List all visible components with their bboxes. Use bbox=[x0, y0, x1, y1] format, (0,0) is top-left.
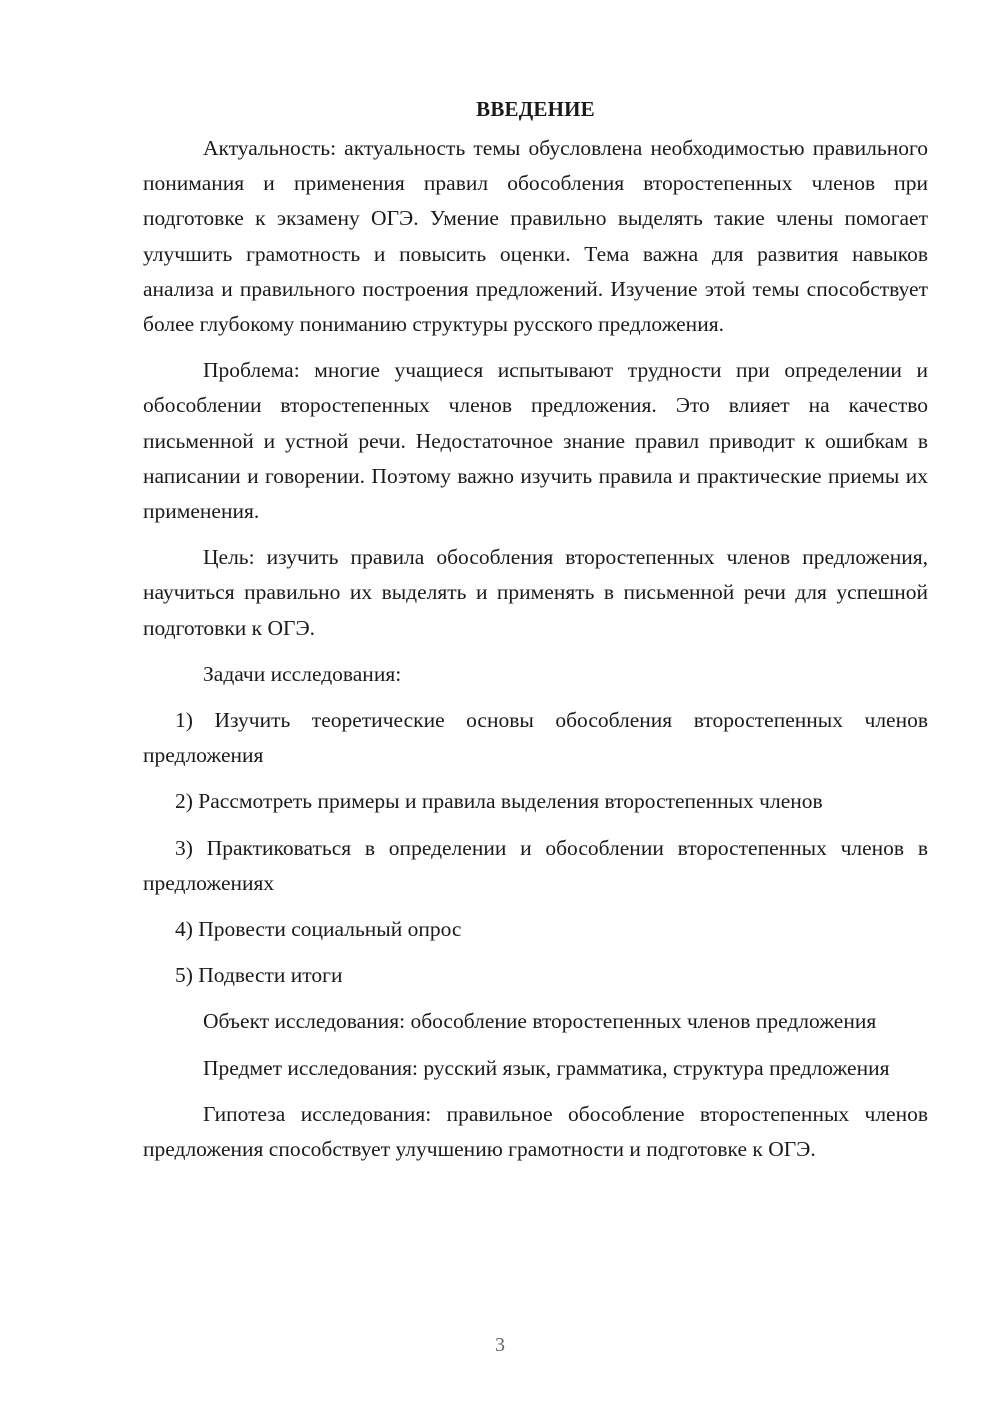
document-page bbox=[143, 92, 928, 1178]
task-item-1: 1) Изучить теоретические основы обособления второстепенных членов предложения bbox=[143, 708, 928, 768]
paragraph-goal: Цель: изучить правила обособления второстепенных членов предложения, научиться правильно их выделять и применять в письменной речи для успешной подготовки к ОГЭ. bbox=[143, 545, 928, 640]
page-number: 3 bbox=[495, 1334, 505, 1356]
task-item-4: 4) Провести социальный опрос bbox=[175, 917, 462, 942]
paragraph-problem: Проблема: многие учащиеся испытывают трудности при определении и обособлении второстепенных членов предложения. Это влияет на качество письменной и устной речи. Недостаточное знание правил приводит к ошибкам в написании и говорении. Поэтому важно изучить правила и практические приемы их применения. bbox=[143, 358, 928, 524]
paragraph-subject: Предмет исследования: русский язык, грамматика, структура предложения bbox=[203, 1055, 890, 1080]
task-item-5: 5) Подвести итоги bbox=[175, 963, 343, 988]
document-title: ВВЕДЕНИЕ bbox=[476, 97, 595, 121]
paragraph-tasks-heading: Задачи исследования: bbox=[203, 661, 402, 686]
task-item-3: 3) Практиковаться в определении и обособлении второстепенных членов в предложениях bbox=[143, 835, 928, 895]
task-item-2: 2) Рассмотреть примеры и правила выделения второстепенных членов bbox=[175, 789, 823, 814]
paragraph-hypothesis: Гипотеза исследования: правильное обособление второстепенных членов предложения способствует улучшению грамотности и подготовке к ОГЭ. bbox=[143, 1101, 928, 1162]
paragraph-object: Объект исследования: обособление второстепенных членов предложения bbox=[203, 1009, 877, 1034]
paragraph-relevance: Актуальность: актуальность темы обусловлена необходимостью правильного понимания и применения правил обособления второстепенных членов при подготовке к экзамену ОГЭ. Умение правильно выделять такие члены помогает улучшить грамотность и повысить оценки. Тема важна для развития навыков анализа и правильного построения предложений. Изучение этой темы способствует более глубокому пониманию структуры русского предложения. bbox=[143, 136, 928, 337]
